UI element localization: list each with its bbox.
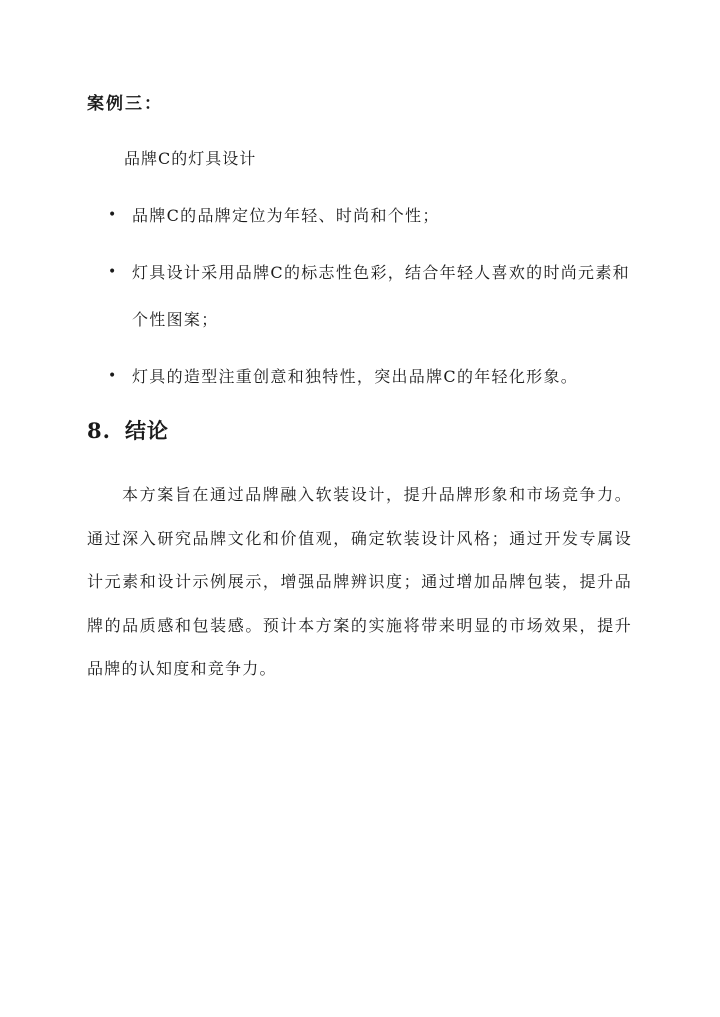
bullet-marker: • <box>108 207 118 223</box>
section-number: 8. <box>87 418 111 443</box>
list-item <box>108 192 638 239</box>
case-heading: 案例三： <box>87 94 163 114</box>
bullet-text: 灯具设计采用品牌C的标志性色彩，结合年轻人喜欢的时尚元素和个性图案； <box>132 263 630 329</box>
section-heading <box>87 415 169 445</box>
list-item <box>108 353 638 400</box>
case-title: 品牌C的灯具设计 <box>124 149 257 168</box>
section-title: 结论 <box>124 418 169 443</box>
bullet-marker: • <box>108 368 118 384</box>
conclusion-paragraph: 本方案旨在通过品牌融入软装设计，提升品牌形象和市场竞争力。通过深入研究品牌文化和价值观，确定软装设计风格；通过开发专属设计元素和设计示例展示，增强品牌辨识度；通过增加品牌包装，提升品牌的品质感和包装感。预计本方案的实施将带来明显的市场效果，提升品牌的认知度和竞争力。 <box>87 485 632 678</box>
bullet-text: 灯具的造型注重创意和独特性，突出品牌C的年轻化形象。 <box>132 367 579 386</box>
bullet-text: 品牌C的品牌定位为年轻、时尚和个性； <box>132 206 440 225</box>
bullet-marker: • <box>108 264 118 280</box>
list-item <box>108 249 638 343</box>
